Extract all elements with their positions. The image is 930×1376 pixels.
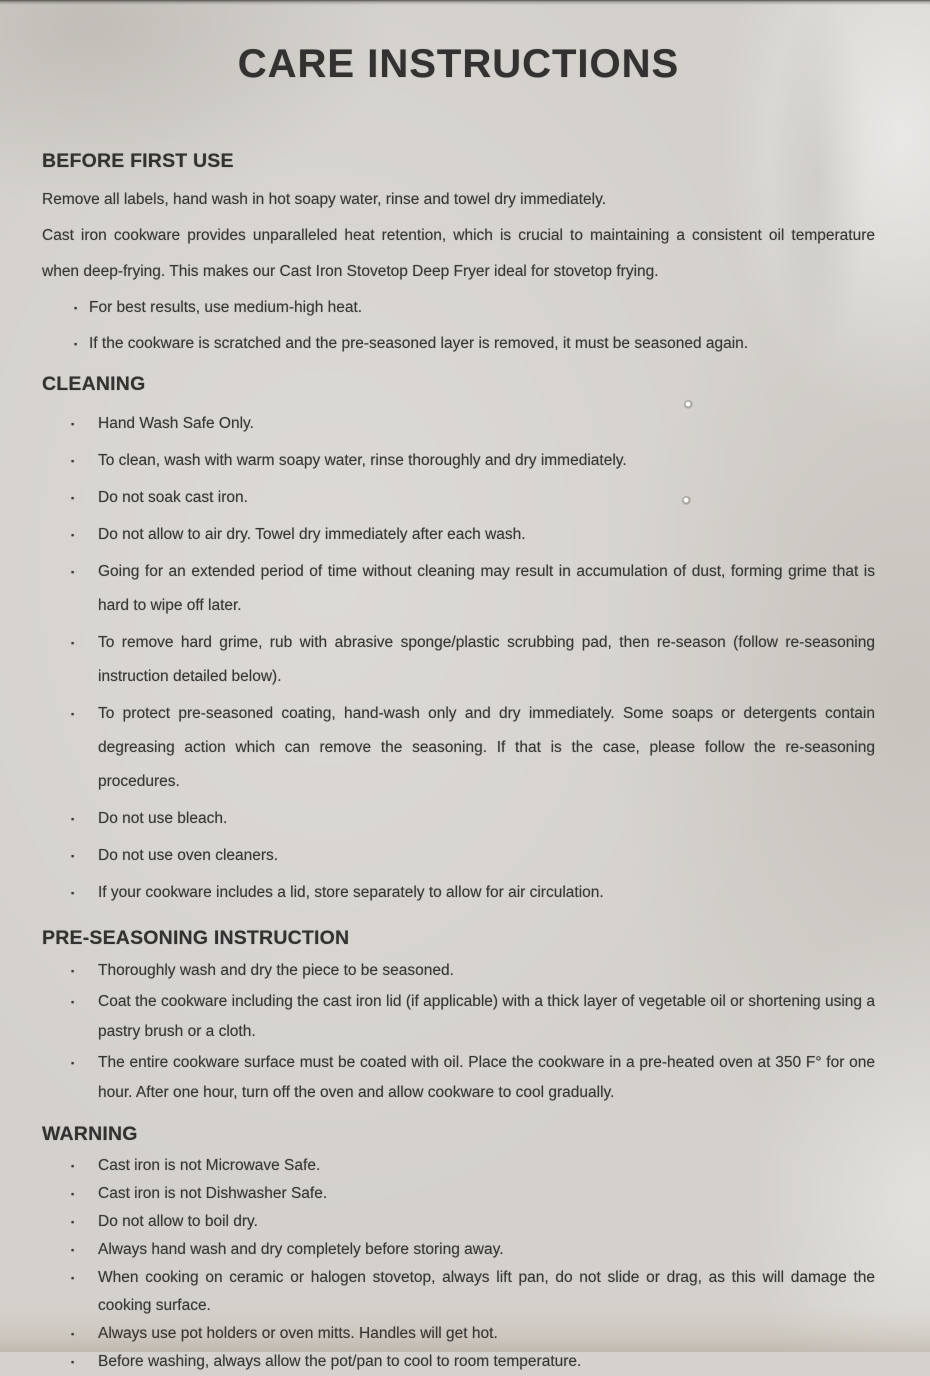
- bullet-text: Cast iron is not Microwave Safe.: [98, 1157, 321, 1174]
- bullet-text: To clean, wash with warm soapy water, rinse thoroughly and dry immediately.: [98, 452, 627, 469]
- bullet-text: Do not allow to air dry. Towel dry immediately after each wash.: [98, 526, 526, 543]
- bullet-square-icon: ▪: [71, 1329, 75, 1339]
- bullet-square-icon: ▪: [71, 888, 75, 898]
- bullet-square-icon: ▪: [71, 1161, 75, 1171]
- bullet-text: The entire cookware surface must be coated with oil. Place the cookware in a pre-heated oven at 350 F° for one hour. After one hour, turn off the oven and allow cookware to cool gradually.: [98, 1054, 875, 1101]
- paragraph: Remove all labels, hand wash in hot soapy water, rinse and towel dry immediately.: [42, 191, 607, 208]
- bullet-item: [42, 481, 875, 515]
- bullet-text: Coat the cookware including the cast iron lid (if applicable) with a thick layer of vegetable oil or shortening using a pastry brush or a cloth.: [98, 993, 875, 1040]
- bullet-square-icon: ▪: [71, 1357, 75, 1367]
- bullet-item: [42, 1264, 875, 1320]
- section-heading: BEFORE FIRST USE: [42, 150, 234, 172]
- bullet-square-icon: ▪: [71, 966, 75, 976]
- bullet-item: [42, 1208, 875, 1236]
- bullet-list: [42, 956, 875, 1108]
- bullet-square-icon: ▪: [71, 1273, 75, 1283]
- bullet-list: [42, 290, 875, 362]
- bullet-item: [42, 1348, 875, 1376]
- bullet-text: Cast iron is not Dishwasher Safe.: [98, 1185, 328, 1202]
- sections-container: [42, 150, 875, 1376]
- section-paragraphs: [42, 182, 875, 290]
- bullet-item: [42, 407, 875, 441]
- paragraph: Cast iron cookware provides unparalleled heat retention, which is crucial to maintaining a consistent oil temperature when deep-frying. This makes our Cast Iron Stovetop Deep Fryer ideal for stovetop frying.: [42, 227, 875, 280]
- bullet-text: If your cookware includes a lid, store separately to allow for air circulation.: [98, 884, 604, 901]
- bullet-text: Going for an extended period of time without cleaning may result in accumulation of dust, forming grime that is hard to wipe off later.: [98, 563, 875, 614]
- bullet-square-icon: ▪: [71, 1217, 75, 1227]
- bullet-text: If the cookware is scratched and the pre-seasoned layer is removed, it must be seasoned again.: [89, 335, 749, 352]
- paper-speck: [682, 496, 691, 505]
- section-heading: WARNING: [42, 1123, 138, 1145]
- bullet-text: Thoroughly wash and dry the piece to be seasoned.: [98, 962, 454, 979]
- bullet-text: To protect pre-seasoned coating, hand-wash only and dry immediately. Some soaps or detergents contain degreasing action which can remove the seasoning. If that is the case, please follow the re-seasoning procedures.: [98, 705, 875, 790]
- bullet-square-icon: ▪: [71, 851, 75, 861]
- bullet-text: When cooking on ceramic or halogen stovetop, always lift pan, do not slide or drag, as this will damage the cooking surface.: [98, 1269, 875, 1314]
- bullet-square-icon: ▪: [74, 303, 78, 313]
- bullet-square-icon: ▪: [71, 1189, 75, 1199]
- bullet-square-icon: ▪: [71, 1245, 75, 1255]
- bullet-square-icon: ▪: [71, 814, 75, 824]
- bullet-item: [42, 626, 875, 694]
- bullet-item: [42, 326, 875, 362]
- bullet-text: Do not use oven cleaners.: [98, 847, 279, 864]
- section-heading: CLEANING: [42, 373, 146, 395]
- section-pre-seasoning-instruction: [42, 927, 875, 1108]
- bullet-square-icon: ▪: [71, 638, 75, 648]
- bullet-item: [42, 956, 875, 986]
- bullet-square-icon: ▪: [71, 1058, 75, 1068]
- bullet-item: [42, 1180, 875, 1208]
- section-warning: [42, 1123, 875, 1376]
- bullet-text: Before washing, always allow the pot/pan to cool to room temperature.: [98, 1353, 582, 1370]
- bullet-item: [42, 1320, 875, 1348]
- bullet-square-icon: ▪: [71, 997, 75, 1007]
- bullet-text: Hand Wash Safe Only.: [98, 415, 254, 432]
- bullet-item: [42, 1152, 875, 1180]
- section-before-first-use: [42, 150, 875, 362]
- bullet-text: Do not allow to boil dry.: [98, 1213, 258, 1230]
- bullet-item: [42, 1236, 875, 1264]
- bullet-square-icon: ▪: [71, 709, 75, 719]
- bullet-item: [42, 1048, 875, 1108]
- bullet-item: [42, 697, 875, 799]
- bullet-text: To remove hard grime, rub with abrasive sponge/plastic scrubbing pad, then re-season (follow re-seasoning instruction detailed below).: [98, 634, 875, 685]
- section-cleaning: [42, 373, 875, 910]
- bullet-list: [42, 407, 875, 910]
- bullet-square-icon: ▪: [71, 567, 75, 577]
- bullet-item: [42, 876, 875, 910]
- paper-speck: [684, 400, 693, 409]
- bullet-item: [42, 802, 875, 836]
- bullet-text: Always hand wash and dry completely before storing away.: [98, 1241, 504, 1258]
- page-title: CARE INSTRUCTIONS: [237, 42, 680, 86]
- bullet-item: [42, 518, 875, 552]
- bullet-item: [42, 555, 875, 623]
- section-heading: PRE-SEASONING INSTRUCTION: [42, 927, 350, 949]
- bullet-text: Do not use bleach.: [98, 810, 228, 827]
- bullet-square-icon: ▪: [74, 339, 78, 349]
- bullet-square-icon: ▪: [71, 493, 75, 503]
- bullet-square-icon: ▪: [71, 419, 75, 429]
- bullet-square-icon: ▪: [71, 530, 75, 540]
- bullet-list: [42, 1152, 875, 1376]
- bullet-item: [42, 444, 875, 478]
- bullet-square-icon: ▪: [71, 456, 75, 466]
- bullet-text: Always use pot holders or oven mitts. Handles will get hot.: [98, 1325, 498, 1342]
- bullet-text: Do not soak cast iron.: [98, 489, 248, 506]
- bullet-text: For best results, use medium-high heat.: [89, 299, 363, 316]
- bullet-item: [42, 839, 875, 873]
- bullet-item: [42, 987, 875, 1047]
- bullet-item: [42, 290, 875, 326]
